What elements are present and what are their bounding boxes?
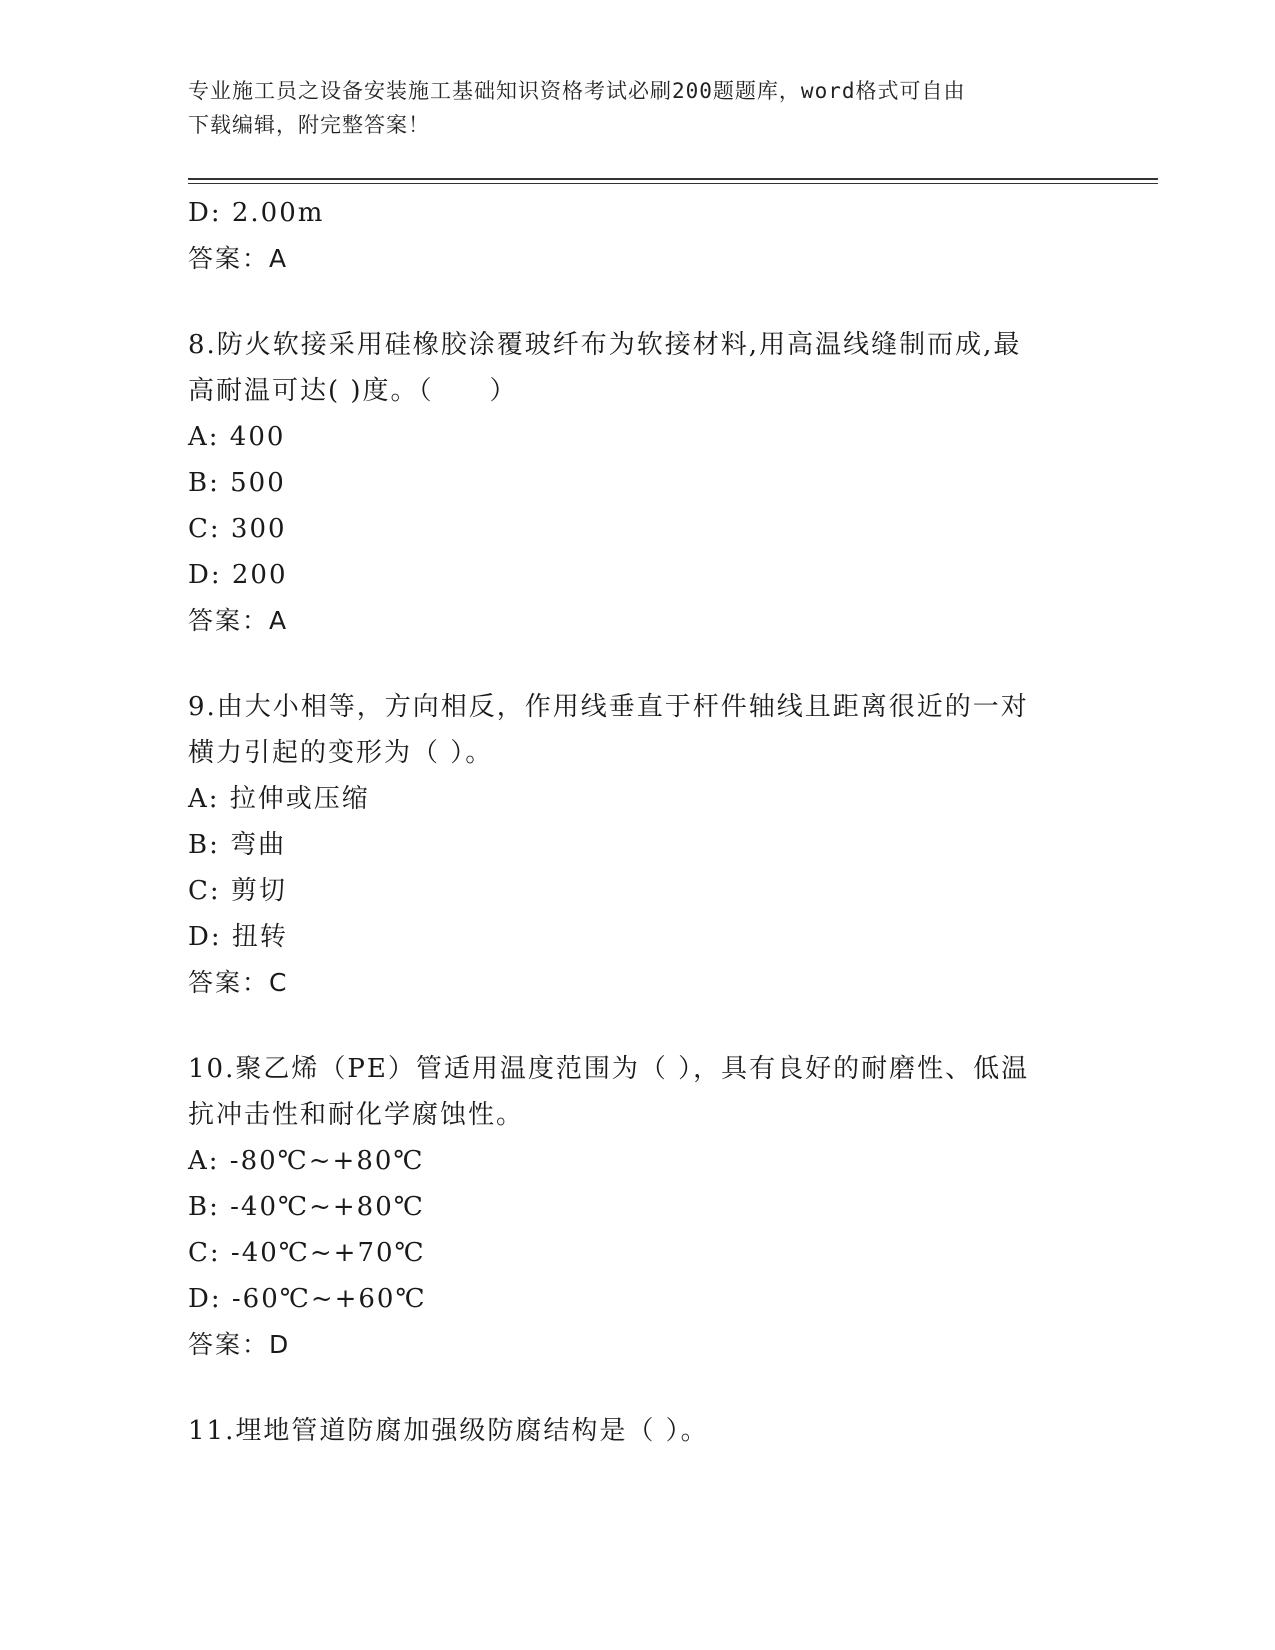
option-c: C: 剪切 — [188, 876, 287, 906]
option-b: B: 500 — [188, 468, 286, 498]
answer-line: 答案：C — [188, 968, 289, 997]
header-line-2: 下载编辑，附完整答案！ — [188, 113, 430, 137]
document-body — [188, 190, 1068, 1454]
answer-line: 答案：D — [188, 1330, 291, 1359]
document-header — [188, 74, 1088, 142]
option-a: A: -80℃~+80℃ — [188, 1146, 425, 1176]
option-d: D: 2.00m — [188, 198, 325, 228]
question-10 — [188, 1046, 1068, 1368]
question-11 — [188, 1408, 1068, 1454]
option-b: B: 弯曲 — [188, 830, 287, 860]
answer-line: 答案：A — [188, 244, 289, 273]
question-text-line-1: 8.防火软接采用硅橡胶涂覆玻纤布为软接材料,用高温线缝制而成,最 — [188, 330, 1022, 360]
question-text-line-2: 横力引起的变形为（ ）。 — [188, 738, 494, 768]
question-text-line-1: 9.由大小相等，方向相反，作用线垂直于杆件轴线且距离很近的一对 — [188, 692, 1029, 722]
header-divider-thin — [188, 183, 1158, 184]
question-text-line-1: 10.聚乙烯（PE）管适用温度范围为（ ），具有良好的耐磨性、低温 — [188, 1054, 1030, 1084]
question-8 — [188, 322, 1068, 644]
option-d: D: 扭转 — [188, 922, 288, 952]
option-c: C: -40℃~+70℃ — [188, 1238, 426, 1268]
option-c: C: 300 — [188, 514, 287, 544]
option-a: A: 400 — [188, 422, 286, 452]
question-text-line-1: 11.埋地管道防腐加强级防腐结构是（ ）。 — [188, 1416, 709, 1446]
header-line-1: 专业施工员之设备安装施工基础知识资格考试必刷200题题库，word格式可自由 — [188, 79, 966, 103]
header-divider — [188, 178, 1158, 180]
question-text-line-2: 高耐温可达( )度。（ ） — [188, 376, 518, 406]
question-9 — [188, 684, 1068, 1006]
option-d: D: 200 — [188, 560, 288, 590]
option-b: B: -40℃~+80℃ — [188, 1192, 425, 1222]
option-a: A: 拉伸或压缩 — [188, 784, 370, 814]
option-d: D: -60℃~+60℃ — [188, 1284, 427, 1314]
question-text-line-2: 抗冲击性和耐化学腐蚀性。 — [188, 1100, 525, 1130]
answer-line: 答案：A — [188, 606, 289, 635]
